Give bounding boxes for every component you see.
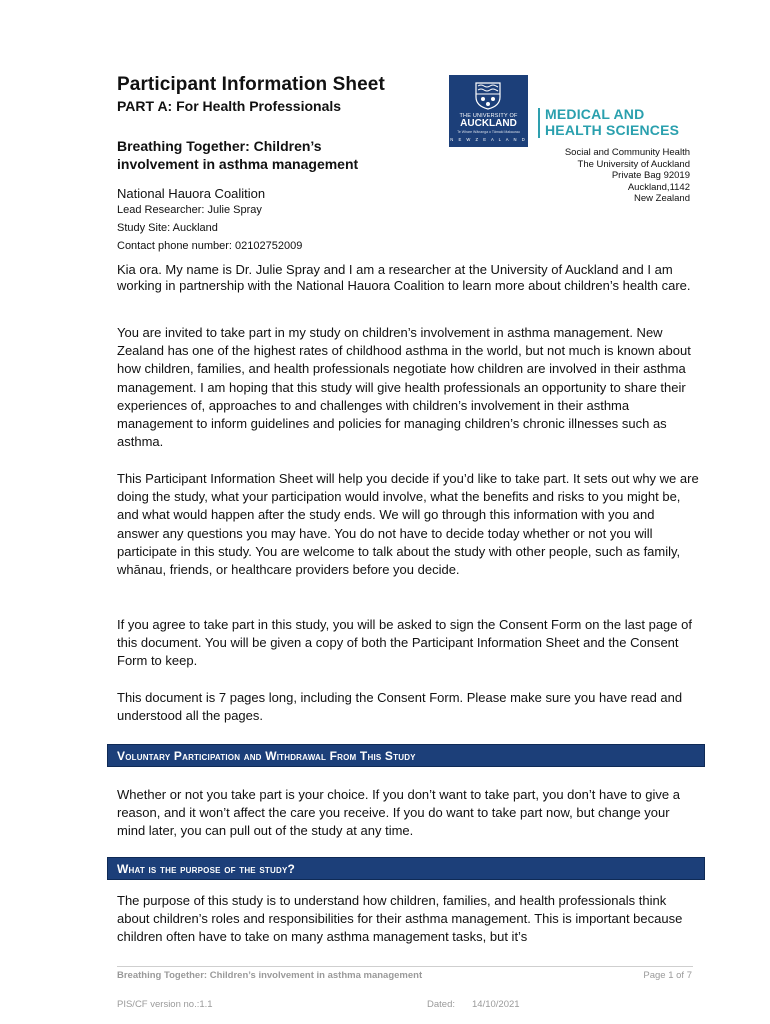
- logo-line-1: THE UNIVERSITY OF: [459, 113, 518, 119]
- crest-icon: [475, 82, 501, 110]
- voluntary-heading: Voluntary Participation and Withdrawal From This Study: [107, 744, 705, 767]
- document-part: PART A: For Health Professionals: [117, 98, 342, 114]
- address-line: Social and Community Health: [564, 147, 690, 158]
- faculty-line-2: HEALTH SCIENCES: [545, 122, 680, 138]
- logo-line-2: AUCKLAND: [460, 118, 517, 129]
- footer-page-number: Page 1 of 7: [643, 970, 692, 981]
- intro-paragraph: Kia ora. My name is Dr. Julie Spray and I am a researcher at the University of Auckland and I am working in partnership with the National Hauora Coalition to learn more about children’s health care.: [117, 262, 691, 293]
- university-logo: [449, 75, 528, 147]
- length-paragraph: This document is 7 pages long, including the Consent Form. Please make sure you have read and understood all the pages.: [117, 690, 683, 724]
- faculty-line-1: MEDICAL AND: [545, 106, 645, 122]
- purpose-paragraph: The purpose of this study is to understand how children, families, and health professionals think about children’s roles and responsibilities for their asthma management. This is important because children often have to take on many asthma management tasks, but it’s: [117, 893, 683, 945]
- consent-paragraph: If you agree to take part in this study, you will be asked to sign the Consent Form on the last page of this document. You will be given a copy of both the Participant Information Sheet and the Consent Form to keep.: [117, 617, 692, 669]
- invited-paragraph: You are invited to take part in my study on children’s involvement in asthma management. New Zealand has one of the highest rates of childhood asthma in the world, but not much is known about how children, families, and health professionals negotiate how children are involved in their asthma management. I am hoping that this study will give health professionals an opportunity to share their experiences of, approaches to and challenges with children’s involvement in their asthma management to inform guidelines and policies for managing children’s chronic illnesses such as asthma.: [117, 325, 691, 450]
- faculty-divider: [538, 108, 540, 138]
- faculty-name: [545, 106, 679, 138]
- footer-dated-value: 14/10/2021: [472, 999, 520, 1010]
- address-line: Private Bag 92019: [611, 170, 690, 181]
- footer-version: PIS/CF version no.:1.1: [117, 999, 213, 1010]
- footer-divider: [117, 966, 693, 967]
- contact-phone: Contact phone number: 02102752009: [117, 240, 303, 252]
- footer-running-title: Breathing Together: Children’s involvement in asthma management: [117, 970, 423, 981]
- study-site: Study Site: Auckland: [117, 222, 218, 234]
- document-title: Participant Information Sheet: [117, 74, 385, 95]
- logo-line-4: N E W Z E A L A N D: [450, 137, 527, 142]
- coalition-name: National Hauora Coalition: [117, 186, 266, 201]
- address-line: Auckland,1142: [627, 181, 690, 193]
- footer-dated-label: Dated:: [427, 999, 455, 1010]
- voluntary-paragraph: Whether or not you take part is your choice. If you don’t want to take part, you don’t have to give a reason, and it won’t affect the care you receive. If you do want to take part now, but change your mind later, you can pull out of the study at any time.: [117, 787, 680, 839]
- lead-researcher: Lead Researcher: Julie Spray: [117, 204, 262, 216]
- logo-line-3: Te Whare Wānanga o Tāmaki Makaurau: [457, 130, 520, 134]
- sheet-help-paragraph: This Participant Information Sheet will help you decide if you’d like to take part. It sets out why we are doing the study, what your participation would involve, what the benefits and risks to you might be, and what would happen after the study ends. We will go through this information with you and answer any questions you may have. You do not have to decide today whether or not you will participate in this study. You are welcome to talk about the study with other people, such as family, whānau, friends, or healthcare providers before you decide.: [117, 471, 699, 578]
- study-title: Breathing Together: Children’s involvement in asthma management: [117, 138, 359, 172]
- postal-address: [490, 147, 690, 205]
- purpose-heading: What is the purpose of the study?: [107, 857, 705, 880]
- address-line: The University of Auckland: [577, 158, 690, 170]
- address-line: New Zealand: [634, 193, 690, 204]
